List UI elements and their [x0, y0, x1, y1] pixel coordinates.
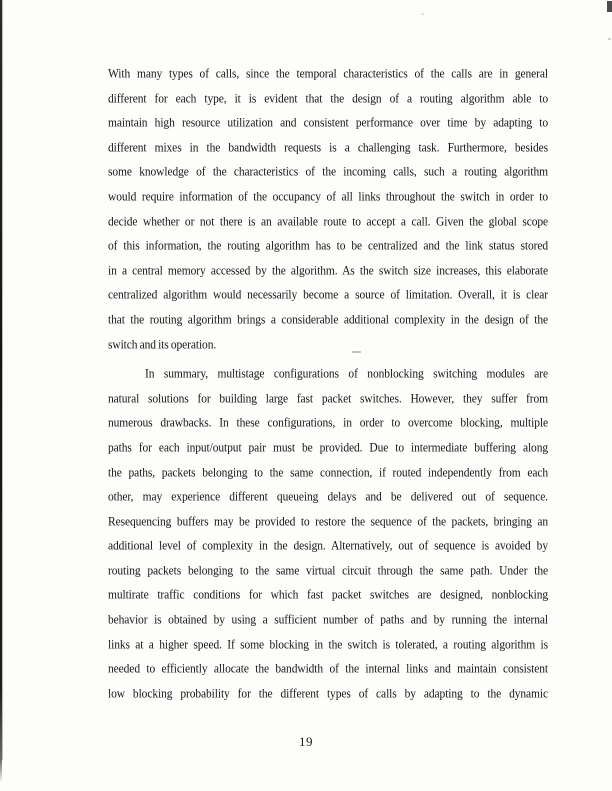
scan-speck-artifact-right: [608, 38, 611, 40]
text-line: that the routing algorithm brings a considerable additional complexity in the design of the: [108, 313, 548, 327]
text-line: different for each type, it is evident that the design of a routing algorithm able to: [108, 91, 548, 106]
text-line: needed to efficiently allocate the bandwidth of the internal links and maintain consistent: [108, 662, 548, 676]
body-text: [108, 62, 548, 706]
text-line: In summary, multistage configurations of nonblocking switching modules are: [145, 367, 548, 381]
text-line: links at a higher speed. If some blocking in the switch is tolerated, a routing algorithm is: [108, 637, 548, 652]
text-line: of this information, the routing algorithm has to be centralized and the link status stored: [108, 239, 548, 253]
text-line: natural solutions for building large fast packet switches. However, they suffer from: [108, 391, 548, 406]
paragraph: [108, 62, 548, 357]
page-number: 19: [299, 734, 313, 749]
text-line: would require information of the occupancy of all links throughout the switch in order to: [108, 190, 548, 204]
scan-speck-artifact-top: [421, 13, 424, 15]
text-line: additional level of complexity in the design. Alternatively, out of sequence is avoided by: [108, 539, 548, 553]
text-line: centralized algorithm would necessarily become a source of limitation. Overall, it is clear: [108, 288, 548, 303]
text-line: maintain high resource utilization and consistent performance over time by adapting to: [108, 116, 548, 130]
text-line: some knowledge of the characteristics of the incoming calls, such a routing algorithm: [108, 165, 548, 180]
paragraph: [108, 362, 548, 706]
text-line: different mixes in the bandwidth requests is a challenging task. Furthermore, besides: [108, 141, 548, 155]
text-line: numerous drawbacks. In these configurations, in order to overcome blocking, multiple: [108, 416, 548, 430]
text-line: multirate traffic conditions for which fast packet switches are designed, nonblocking: [108, 588, 548, 603]
text-line: paths for each input/output pair must be provided. Due to intermediate buffering along: [108, 441, 548, 455]
text-line: routing packets belonging to the same virtual circuit through the same path. Under the: [108, 564, 548, 578]
text-line: With many types of calls, since the temporal characteristics of the calls are in general: [108, 67, 548, 81]
text-line: the paths, packets belonging to the same connection, if routed independently from each: [108, 465, 548, 480]
scan-edge-artifact-left-soft: [2, 0, 3, 760]
scan-corner-artifact-top-right: [607, 1, 612, 12]
text-line: low blocking probability for the different types of calls by adapting to the dynamic: [108, 687, 548, 701]
text-line: decide whether or not there is an available route to accept a call. Given the global scope: [108, 214, 548, 229]
text-line: behavior is obtained by using a sufficient number of paths and by running the internal: [108, 613, 548, 627]
text-line: switch and its operation.: [108, 337, 217, 352]
text-line: in a central memory accessed by the algorithm. As the switch size increases, this elaborate: [108, 263, 548, 278]
text-line: other, may experience different queueing delays and be delivered out of sequence.: [108, 490, 548, 504]
text-line: Resequencing buffers may be provided to restore the sequence of the packets, bringing an: [108, 514, 548, 529]
